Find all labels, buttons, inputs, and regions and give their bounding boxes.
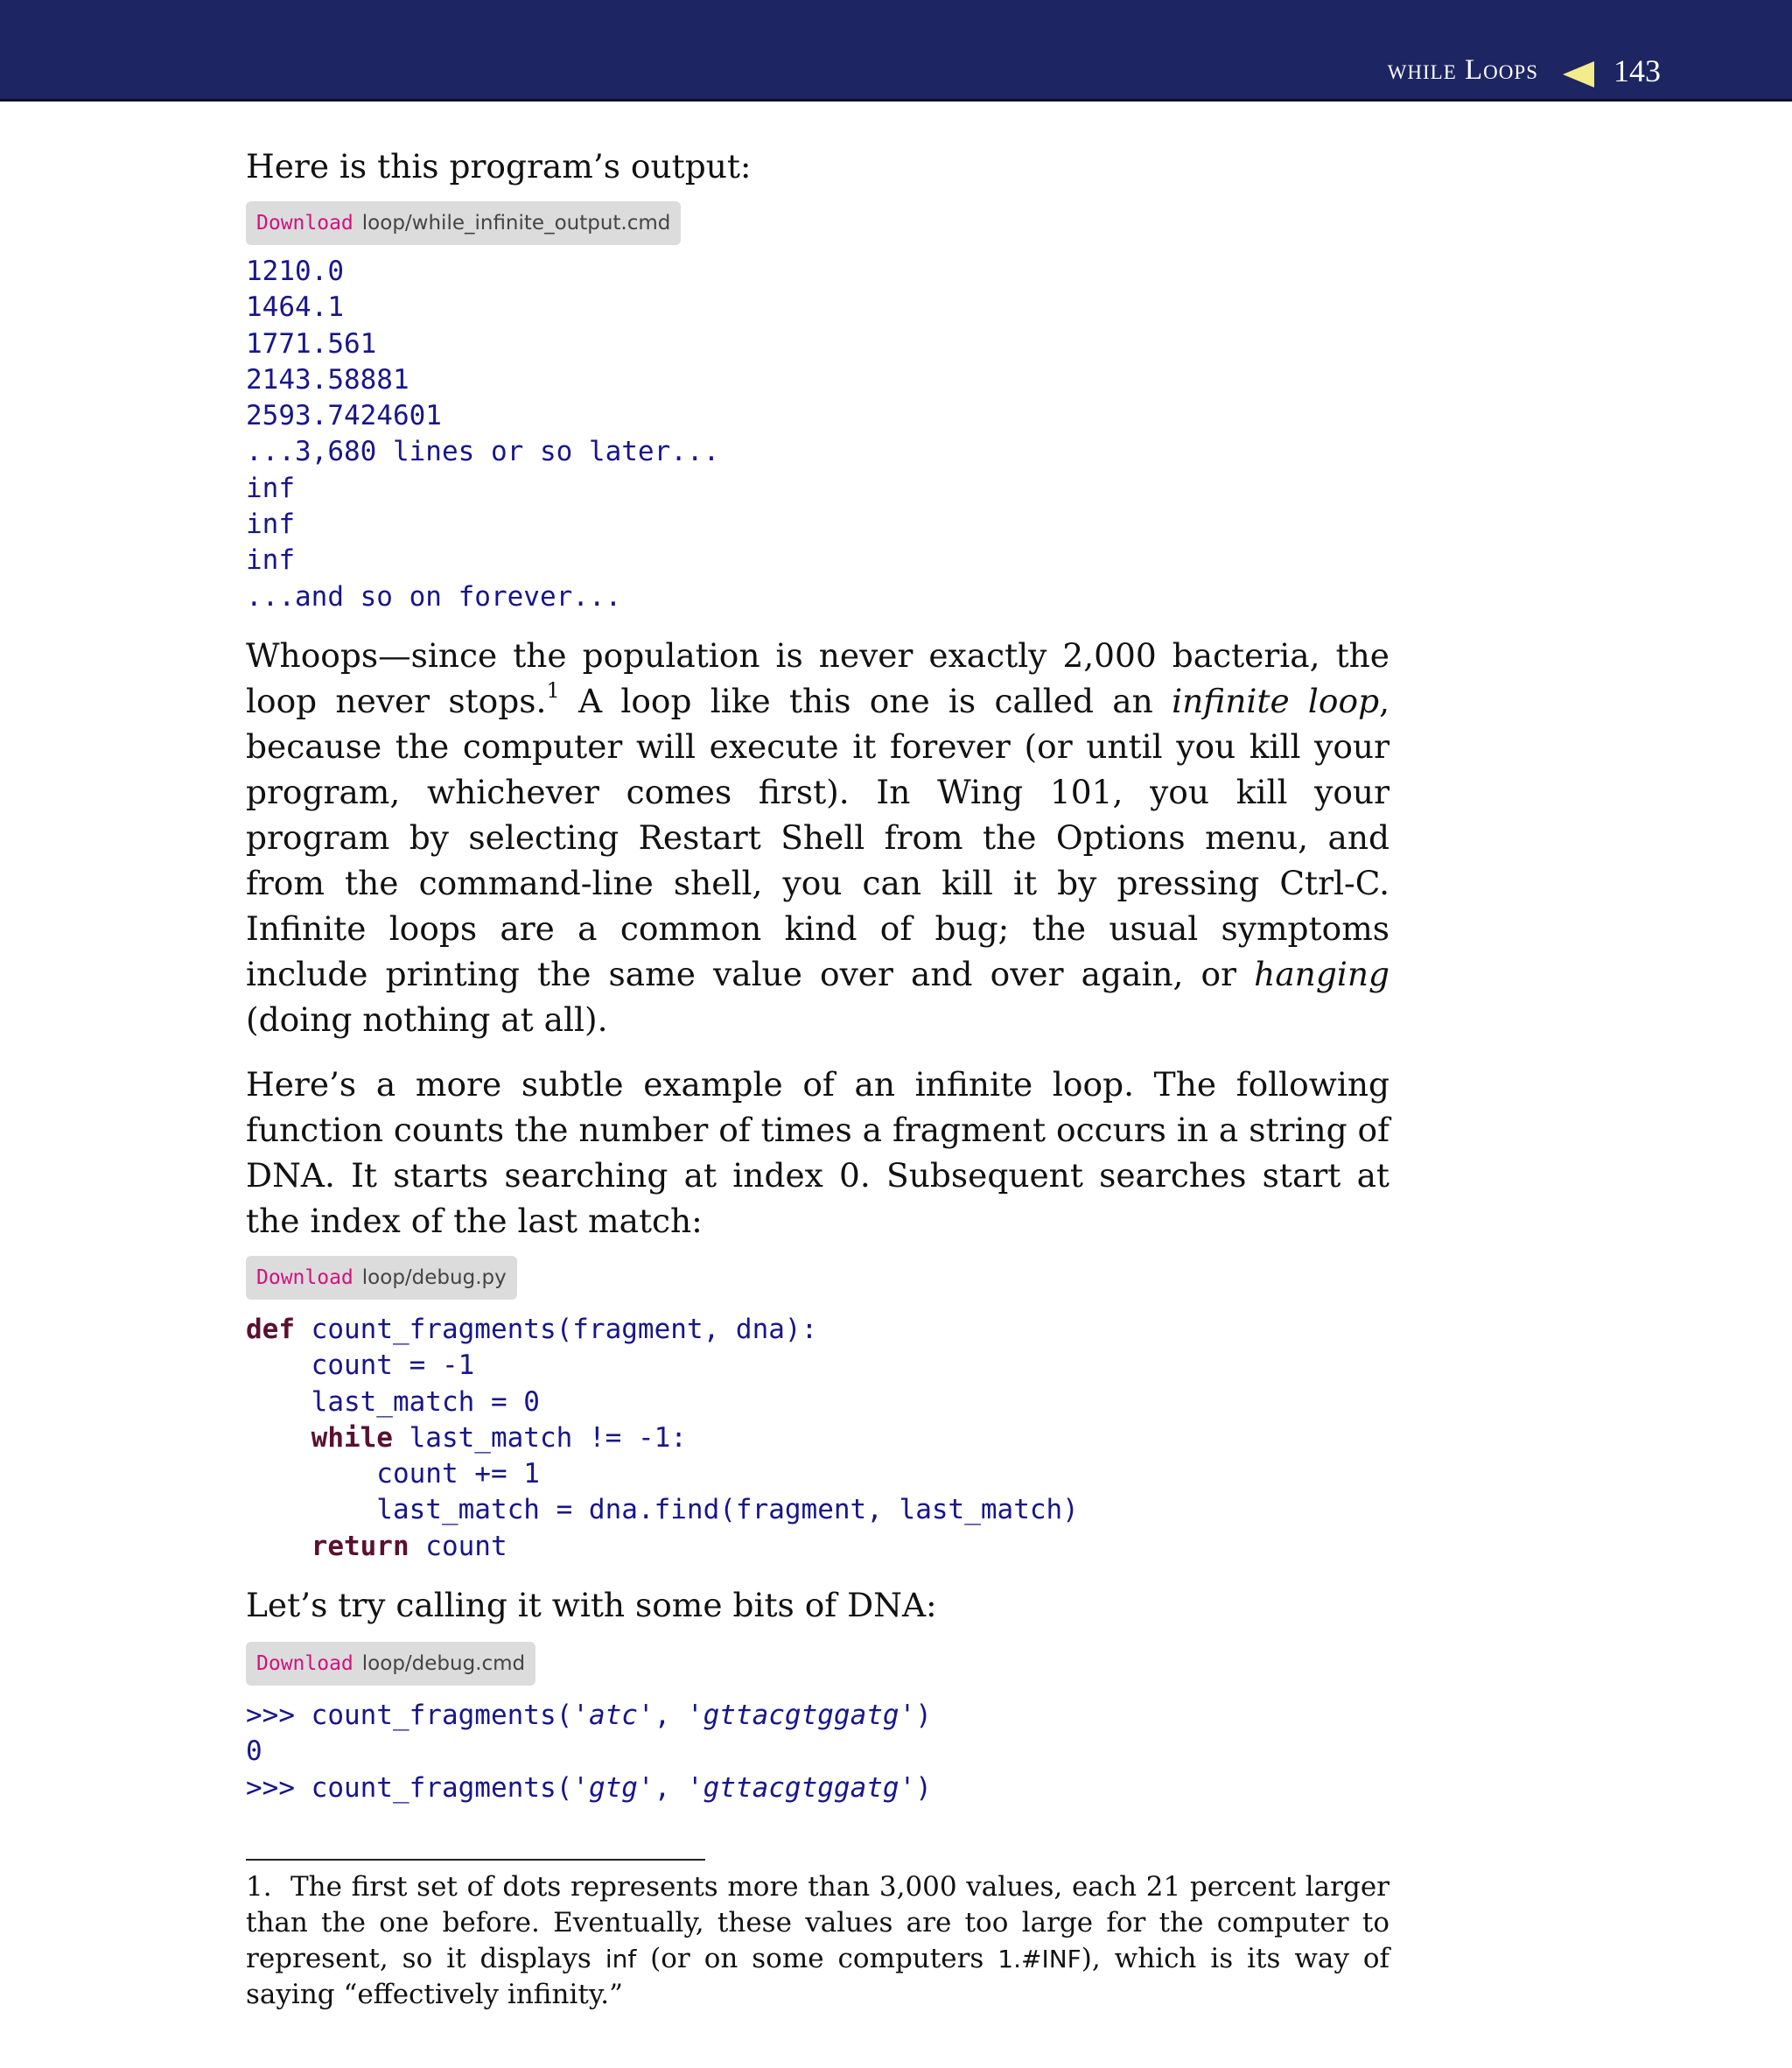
code-line: last_match != -1: [392, 1421, 687, 1454]
output-line: 1464.1 [246, 291, 344, 324]
output-line: 1210.0 [246, 256, 344, 287]
keyword: while [311, 1421, 393, 1454]
para-text: (doing nothing at all). [246, 999, 608, 1039]
code-line: count += 1 [246, 1458, 540, 1490]
output-line: 2143.58881 [246, 363, 410, 396]
output-line: inf [246, 472, 295, 504]
output-line: 2593.7424601 [246, 400, 442, 432]
download-label: Download [256, 212, 354, 235]
shell-code: , [654, 1700, 687, 1732]
output-line: inf [246, 508, 295, 541]
footnote-rule [246, 1859, 705, 1861]
code-line: count = -1 [246, 1349, 475, 1382]
keyword: return [311, 1530, 410, 1562]
download-path: loop/debug.cmd [361, 1652, 526, 1676]
string-literal: 'gtg' [572, 1771, 654, 1804]
code-line: last_match = 0 [246, 1385, 540, 1418]
string-literal: 'gttacgtggatg' [686, 1700, 916, 1732]
emphasis-term: hanging [1254, 954, 1390, 993]
shell-code: ) [915, 1700, 932, 1732]
download-label: Download [256, 1265, 354, 1289]
shell-code: count_fragments( [311, 1771, 573, 1804]
intro-output-text: Here is this program’s output: [246, 147, 752, 186]
footnote-number: 1. [246, 1870, 272, 1903]
footnote-text: ), which is its way of saying “effectively infinity.” [246, 1942, 1390, 2010]
shell-code: count_fragments( [311, 1700, 573, 1732]
download-tag-output[interactable] [246, 201, 681, 245]
program-output-block [246, 254, 1390, 615]
back-arrow-icon[interactable] [1563, 61, 1594, 88]
inline-code: 1.#INF [998, 1944, 1082, 1973]
download-tag-debug-py[interactable] [246, 1256, 517, 1300]
para-text: , because the computer will execute it forever (or until you kill your program, whichever comes first). In Wing 101, you kill your program by selecting Restart Shell from the Options menu, and from the command-line shell, you can kill it by pressing Ctrl-C. Infinite loops are a common kind of bug; the usual symptoms include printing the same value over and over again, or [246, 681, 1390, 993]
para-text: A loop like this one is called an [559, 681, 1172, 720]
page-header [0, 0, 1792, 102]
download-label: Download [256, 1652, 354, 1676]
shell-code: ) [915, 1771, 932, 1804]
keyword: def [246, 1313, 295, 1345]
running-head-title: while Loops [1387, 54, 1538, 86]
download-path: loop/while_infinite_output.cmd [361, 212, 671, 235]
shell-prompt: >>> [246, 1700, 312, 1732]
try-calling-paragraph: Let’s try calling it with some bits of DNA: [246, 1586, 937, 1625]
footnote-text: The first set of dots represents more than 3,000 values, each 21 percent larger than the one before. Eventually, these values are too large for the computer to represent, so it displays [246, 1870, 1390, 1974]
string-literal: 'gttacgtggatg' [686, 1771, 916, 1804]
footnote [246, 1869, 1390, 2013]
output-line: inf [246, 544, 295, 577]
subtle-example-paragraph: Here’s a more subtle example of an infinite loop. The following function counts the number of times a fragment occurs in a string of DNA. It starts searching at index 0. Subsequent searches start at the index of the last match: [246, 1064, 1390, 1240]
footnote-ref[interactable]: 1 [546, 677, 560, 703]
output-line: 1771.561 [246, 327, 377, 360]
inline-code: inf [605, 1944, 637, 1973]
shell-session-block [246, 1698, 1390, 1806]
shell-prompt: >>> [246, 1771, 312, 1804]
infinite-loop-paragraph [246, 633, 1390, 1042]
code-line: last_match = dna.find(fragment, last_match) [246, 1494, 1079, 1526]
shell-result: 0 [246, 1735, 262, 1768]
output-line: ...3,680 lines or so later... [246, 436, 720, 468]
function-code-block [246, 1312, 1390, 1565]
shell-code: , [654, 1771, 687, 1804]
footnote-text: (or on some computers [636, 1942, 998, 1974]
para-text: Whoops—since the population is never exactly 2,000 bacteria, the loop never stops. [246, 635, 1390, 720]
page-number: 143 [1614, 53, 1661, 88]
output-line: ...and so on forever... [246, 580, 622, 613]
download-path: loop/debug.py [361, 1265, 507, 1289]
code-line: count_fragments(fragment, dna): [295, 1313, 818, 1345]
emphasis-term: infinite loop [1172, 681, 1380, 720]
download-tag-debug-cmd[interactable] [246, 1642, 536, 1686]
page-content [246, 144, 1390, 2013]
string-literal: 'atc' [572, 1700, 654, 1732]
code-line: count [409, 1530, 508, 1562]
